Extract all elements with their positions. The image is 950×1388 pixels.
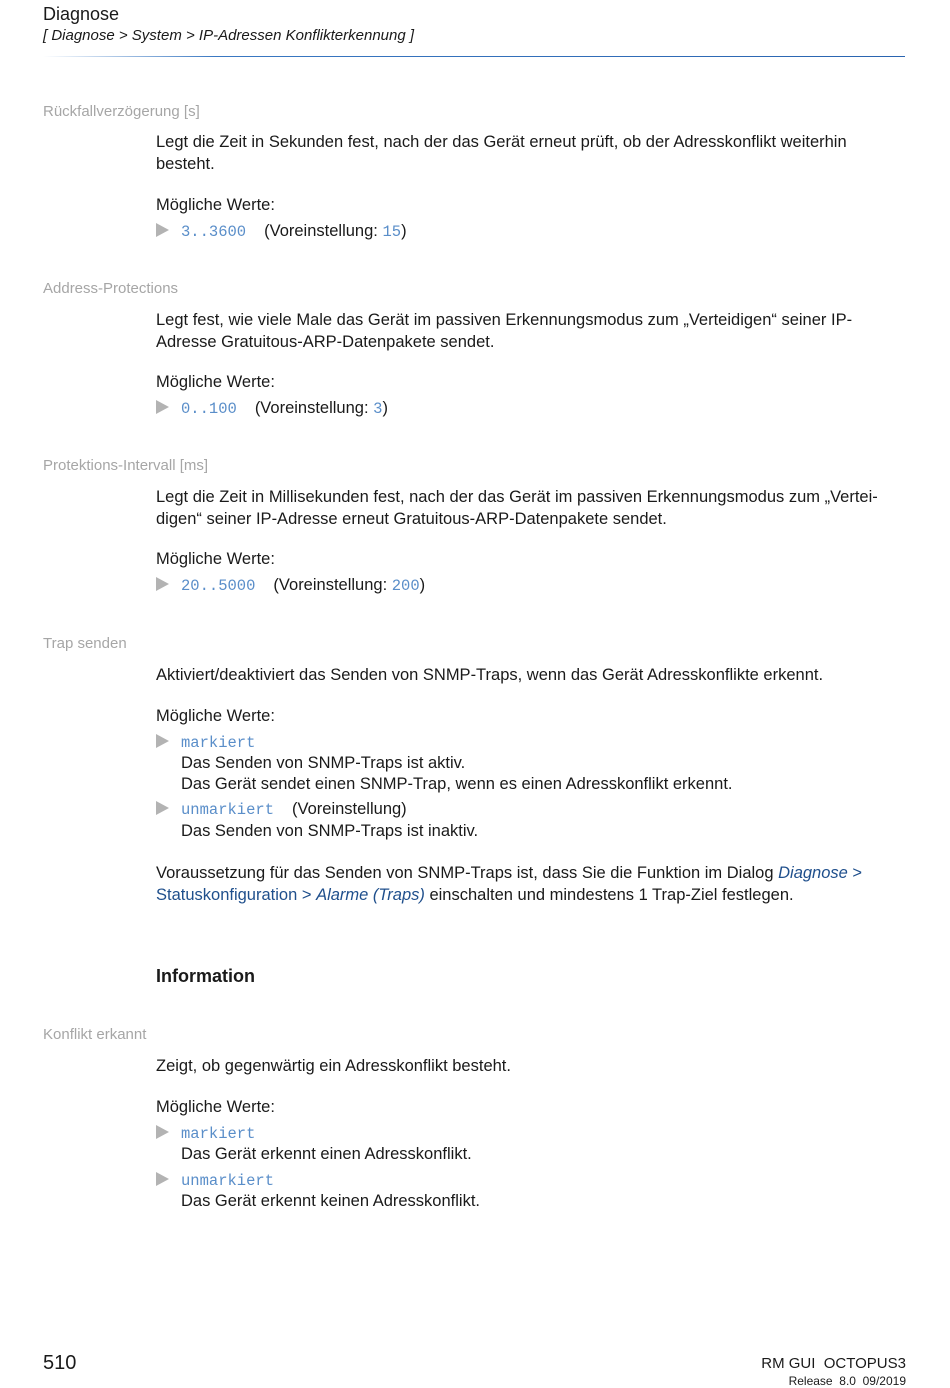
trap-note xyxy=(156,862,906,906)
param-description: Legt fest, wie viele Male das Gerät im passiven Erkennungsmodus zum „Verteidigen“ seiner IP-Adresse Gratuitous-ARP-Datenpakete sendet. xyxy=(156,311,853,351)
default-suffix: ) xyxy=(419,576,426,594)
value-range: 0..100 xyxy=(181,400,237,418)
section-heading-information: Information xyxy=(156,966,255,986)
option-value-markiert: markiert xyxy=(181,734,256,752)
param-label-rueckfallverzoegerung: Rückfallverzögerung [s] xyxy=(43,103,200,120)
param-label-address-protections: Address-Protections xyxy=(43,280,179,297)
value-list-item xyxy=(156,222,407,241)
page-section-title: Diagnose xyxy=(43,4,120,24)
param-description: Aktiviert/deaktiviert das Senden von SNMP-Traps, wenn das Gerät Adresskonflikte erkennt. xyxy=(156,666,824,684)
triangle-bullet-icon xyxy=(156,801,169,815)
link-diagnose[interactable]: Diagnose > xyxy=(778,864,863,882)
param-description: Legt die Zeit in Sekunden fest, nach der das Gerät erneut prüft, ob der Adresskonflikt weiterhin besteht. xyxy=(156,133,847,173)
value-list-item xyxy=(156,399,388,418)
footer-release: Release 8.0 09/2019 xyxy=(788,1374,906,1388)
footer-product: RM GUI OCTOPUS3 xyxy=(761,1355,906,1372)
param-description: Zeigt, ob gegenwärtig ein Adresskonflikt besteht. xyxy=(156,1057,511,1075)
option-description: Das Senden von SNMP-Traps ist inaktiv. xyxy=(181,822,479,840)
triangle-bullet-icon xyxy=(156,1172,169,1186)
breadcrumb: [ Diagnose > System > IP-Adressen Konflikterkennung ] xyxy=(43,27,415,44)
option-default: (Voreinstellung) xyxy=(292,800,407,818)
value-list-item xyxy=(156,733,255,752)
value-list-item xyxy=(156,576,425,595)
value-list-item xyxy=(156,800,407,819)
option-description: Das Senden von SNMP-Traps ist aktiv. xyxy=(181,754,466,772)
default-prefix: (Voreinstellung: xyxy=(254,399,374,417)
note-text: einschalten und mindestens 1 Trap-Ziel festlegen. xyxy=(424,886,794,904)
page-number: 510 xyxy=(43,1352,77,1374)
possible-values-label: Mögliche Werte: xyxy=(156,707,275,725)
option-description: Das Gerät erkennt einen Adresskonflikt. xyxy=(181,1145,472,1163)
note-text: Voraussetzung für das Senden von SNMP-Traps ist, dass Sie die Funktion im Dialog xyxy=(156,864,779,882)
triangle-bullet-icon xyxy=(156,400,169,414)
option-value-unmarkiert: unmarkiert xyxy=(181,1172,275,1190)
header-divider xyxy=(43,56,905,57)
default-suffix: ) xyxy=(401,222,407,240)
default-prefix: (Voreinstellung: xyxy=(264,222,383,240)
value-list-item xyxy=(156,1124,255,1143)
link-alarme-traps[interactable]: Alarme (Traps) xyxy=(316,886,425,904)
triangle-bullet-icon xyxy=(156,577,169,591)
option-value-unmarkiert: unmarkiert xyxy=(181,801,275,819)
param-description-line: digen“ seiner IP-Adresse erneut Gratuitous-ARP-Datenpakete sendet. xyxy=(156,510,667,528)
param-label-konflikt-erkannt: Konflikt erkannt xyxy=(43,1026,147,1043)
option-description: Das Gerät sendet einen SNMP-Trap, wenn es einen Adresskonflikt erkennt. xyxy=(181,775,733,793)
default-value: 200 xyxy=(391,577,420,595)
possible-values-label: Mögliche Werte: xyxy=(156,196,275,214)
param-description xyxy=(156,486,906,530)
triangle-bullet-icon xyxy=(156,734,169,748)
possible-values-label: Mögliche Werte: xyxy=(156,1098,275,1116)
default-value: 3 xyxy=(373,400,383,418)
default-value: 15 xyxy=(382,223,402,241)
default-suffix: ) xyxy=(382,399,388,417)
param-label-protektions-intervall: Protektions-Intervall [ms] xyxy=(43,457,209,474)
param-label-trap-senden: Trap senden xyxy=(43,635,127,652)
triangle-bullet-icon xyxy=(156,223,169,237)
param-description-line: Legt die Zeit in Millisekunden fest, nach der das Gerät im passiven Erkennungsmodus zum „Vertei- xyxy=(156,488,878,506)
option-description: Das Gerät erkennt keinen Adresskonflikt. xyxy=(181,1192,480,1210)
value-list-item xyxy=(156,1171,274,1190)
value-range: 3..3600 xyxy=(181,223,247,241)
triangle-bullet-icon xyxy=(156,1125,169,1139)
default-prefix: (Voreinstellung: xyxy=(273,576,392,594)
possible-values-label: Mögliche Werte: xyxy=(156,550,275,568)
option-value-markiert: markiert xyxy=(181,1125,256,1143)
value-range: 20..5000 xyxy=(181,577,256,595)
possible-values-label: Mögliche Werte: xyxy=(156,373,275,391)
link-statuskonfiguration[interactable]: Statuskonfiguration > xyxy=(156,886,317,904)
